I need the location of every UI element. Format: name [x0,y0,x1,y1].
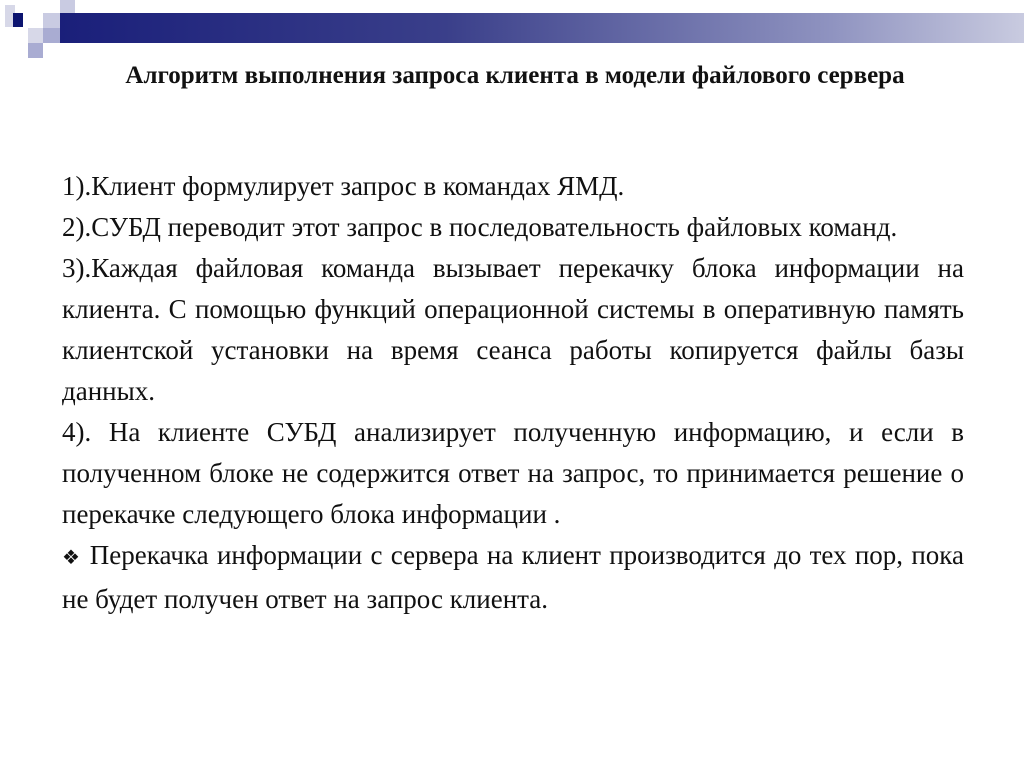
slide-body [62,166,964,620]
bullet-text: Перекачка информации с сервера на клиент производится до тех пор, пока не будет получен ответ на запрос клиента. [62,540,965,614]
header-bar [60,13,1024,43]
slide-title: Алгоритм выполнения запроса клиента в модели файлового сервера [125,62,905,89]
step-1: 1).Клиент формулирует запрос в командах ЯМД. [62,171,625,201]
step-2: 2).СУБД переводит этот запрос в последовательность файловых команд. [62,212,898,242]
step-4: 4). На клиенте СУБД анализирует полученную информацию, и если в полученном блоке не содержится ответ на запрос, то принимается решение о перекачке следующего блока информации . [62,417,964,529]
diamond-bullet-icon: ❖ [62,547,82,569]
bullet-item [62,535,964,620]
step-3: 3).Каждая файловая команда вызывает перекачку блока информации на клиента. С помощью функций операционной системы в оперативную память клиентской установки на время сеанса работы копируется файлы базы данных. [62,253,964,406]
